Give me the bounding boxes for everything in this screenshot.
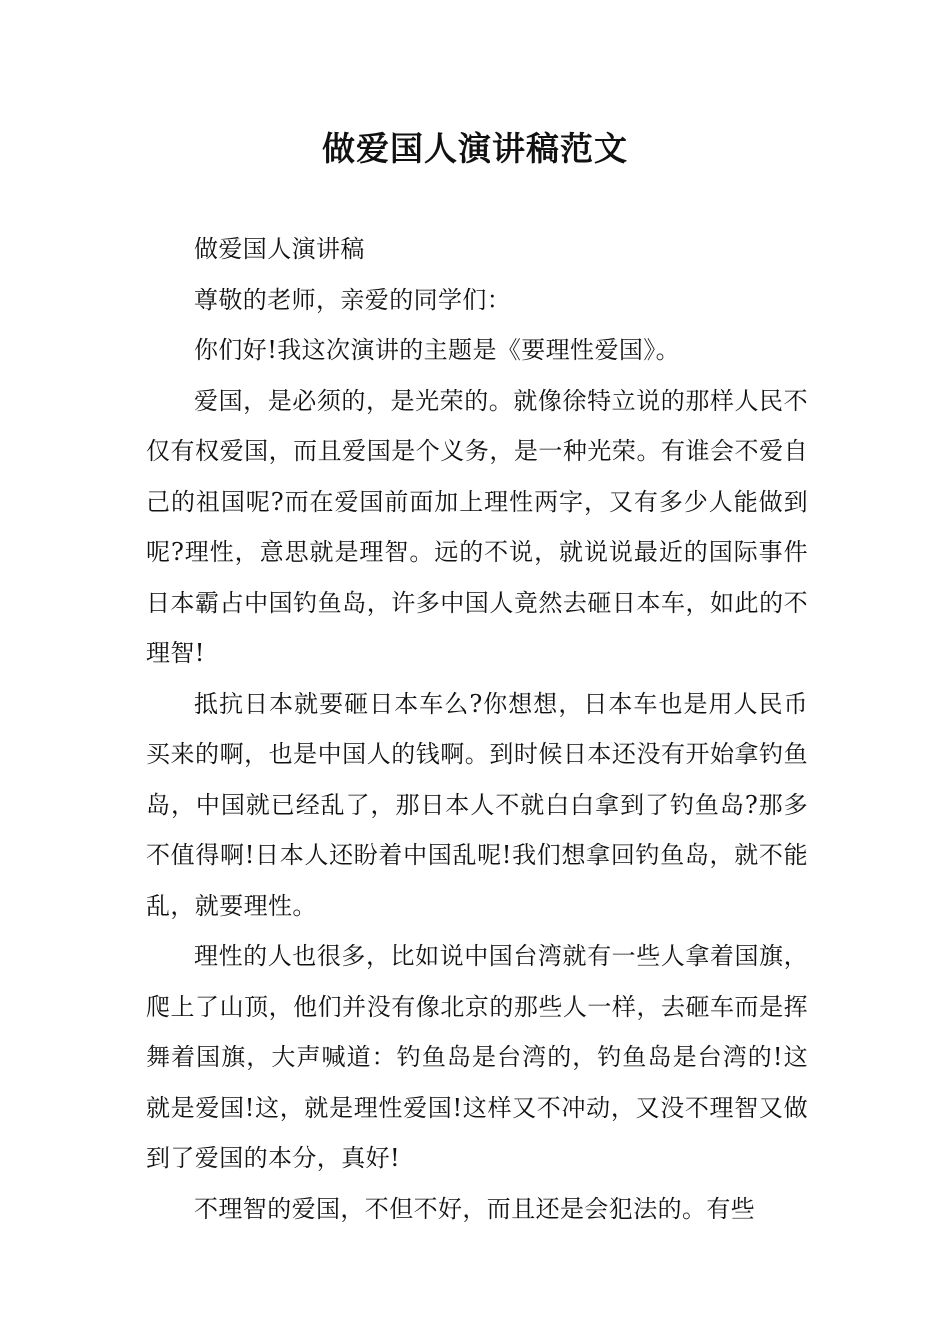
document-body <box>146 224 808 1234</box>
paragraph-body-3: 理性的人也很多，比如说中国台湾就有一些人拿着国旗，爬上了山顶，他们并没有像北京的那些人一样，去砸车而是挥舞着国旗，大声喊道：钓鱼岛是台湾的，钓鱼岛是台湾的!这就是爱国!这，就是理性爱国!这样又不冲动，又没不理智又做到了爱国的本分，真好! <box>146 942 808 1172</box>
paragraph-body-1: 爱国，是必须的，是光荣的。就像徐特立说的那样人民不仅有权爱国，而且爱国是个义务，是一种光荣。有谁会不爱自己的祖国呢?而在爱国前面加上理性两字，又有多少人能做到呢?理性，意思就是理智。远的不说，就说说最近的国际事件日本霸占中国钓鱼岛，许多中国人竟然去砸日本车，如此的不理智! <box>146 386 808 667</box>
paragraph-greeting: 你们好!我这次演讲的主题是《要理性爱国》。 <box>194 336 681 364</box>
paragraph-salutation: 尊敬的老师，亲爱的同学们： <box>194 285 512 314</box>
paragraph-body-4: 不理智的爱国，不但不好，而且还是会犯法的。有些 <box>194 1194 756 1223</box>
paragraph-body-2: 抵抗日本就要砸日本车么?你想想，日本车也是用人民币买来的啊，也是中国人的钱啊。到时候日本还没有开始拿钓鱼岛，中国就已经乱了，那日本人不就白白拿到了钓鱼岛?那多不值得啊!日本人还盼着中国乱呢!我们想拿回钓鱼岛，就不能乱，就要理性。 <box>146 689 808 920</box>
document-title: 做爱国人演讲稿范文 <box>322 129 628 168</box>
paragraph-speech-heading: 做爱国人演讲稿 <box>194 235 365 263</box>
